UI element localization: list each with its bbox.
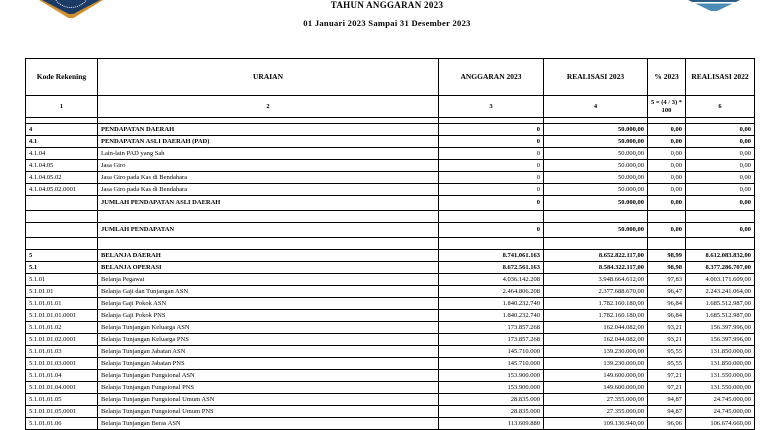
uraian-cell: PENDAPATAN DAERAH (98, 124, 439, 136)
uraian-cell: Belanja Tunjangan Keluarga ASN (98, 322, 439, 334)
realisasi-2023-cell: 1.782.160.180,00 (544, 310, 648, 322)
uraian-cell: Jasa Giro pada Kas di Bendahara (98, 184, 439, 196)
uraian-cell: PENDAPATAN ASLI DAERAH (PAD) (98, 136, 439, 148)
anggaran-cell: 2.464.806.208 (439, 286, 544, 298)
realisasi-2023-cell: 50.000,00 (544, 223, 648, 238)
code-cell: 5.1.01.01.01.0001 (26, 310, 98, 322)
uraian-cell: Jasa Giro pada Kas di Bendahara (98, 172, 439, 184)
realisasi-2022-cell: 0,00 (686, 184, 755, 196)
realisasi-2022-cell: 156.397.996,00 (686, 334, 755, 346)
pct-cell: 96,84 (648, 298, 686, 310)
uraian-cell: Belanja Tunjangan Keluarga PNS (98, 334, 439, 346)
uraian-cell: Belanja Pegawai (98, 274, 439, 286)
table-header (26, 59, 755, 118)
anggaran-cell: 0 (439, 148, 544, 160)
anggaran-cell: 0 (439, 136, 544, 148)
realisasi-2022-cell (686, 211, 755, 223)
realisasi-2022-cell: 0,00 (686, 160, 755, 172)
anggaran-cell: 8.672.561.163 (439, 262, 544, 274)
col-header-pct-2023: % 2023 (648, 59, 686, 96)
code-cell: 5 (26, 250, 98, 262)
header-label-row (26, 59, 755, 96)
realisasi-2023-cell: 27.355.000,00 (544, 394, 648, 406)
table-row (26, 160, 755, 172)
anggaran-cell: 173.857.268 (439, 334, 544, 346)
code-cell: 5.1.01.01.05 (26, 394, 98, 406)
code-cell (26, 223, 98, 238)
code-cell: 5.1.01.01 (26, 286, 98, 298)
realisasi-2022-cell: 156.397.996,00 (686, 322, 755, 334)
col-number-4: 4 (544, 96, 648, 118)
code-cell: 5.1.01.01.03.0001 (26, 358, 98, 370)
pct-cell (648, 238, 686, 250)
table-row (26, 196, 755, 211)
pct-cell: 98,99 (648, 250, 686, 262)
uraian-cell: Belanja Tunjangan Beras ASN (98, 418, 439, 430)
anggaran-cell: 145.710.000 (439, 358, 544, 370)
realisasi-2023-cell: 139.230.000,00 (544, 346, 648, 358)
uraian-cell: Belanja Gaji dan Tunjangan ASN (98, 286, 439, 298)
anggaran-cell: 113.609.880 (439, 418, 544, 430)
uraian-cell: Jasa Giro (98, 160, 439, 172)
realisasi-2023-cell: 8.652.822.117,00 (544, 250, 648, 262)
uraian-cell: Belanja Tunjangan Fungsional Umum ASN (98, 394, 439, 406)
code-cell: 5.1.01.01.06 (26, 418, 98, 430)
table-row (26, 382, 755, 394)
table-row (26, 211, 755, 223)
table-row (26, 322, 755, 334)
realisasi-2023-cell: 149.600.000,00 (544, 382, 648, 394)
anggaran-cell: 28.835.000 (439, 406, 544, 418)
col-number-5: 5 = (4 / 3) * 100 (648, 96, 686, 118)
anggaran-cell: 153.900.000 (439, 382, 544, 394)
anggaran-cell: 28.835.000 (439, 394, 544, 406)
uraian-cell: Belanja Gaji Pokok ASN (98, 298, 439, 310)
code-cell (26, 211, 98, 223)
anggaran-cell: 0 (439, 223, 544, 238)
pct-cell: 0,00 (648, 136, 686, 148)
code-cell: 5.1.01.01.01 (26, 298, 98, 310)
uraian-cell: Belanja Tunjangan Jabatan PNS (98, 358, 439, 370)
realisasi-2023-cell: 139.230.000,00 (544, 358, 648, 370)
realisasi-2022-cell: 0,00 (686, 172, 755, 184)
col-header-realisasi-2022: REALISASI 2022 (686, 59, 755, 96)
document-title-year: TAHUN ANGGARAN 2023 (330, 0, 444, 10)
code-cell: 5.1.01.01.04.0001 (26, 382, 98, 394)
table-row (26, 298, 755, 310)
pct-cell: 96,47 (648, 286, 686, 298)
pct-cell: 94,87 (648, 406, 686, 418)
pct-cell: 96,06 (648, 418, 686, 430)
realisasi-2022-cell: 106.674.660,00 (686, 418, 755, 430)
pct-cell: 97,83 (648, 274, 686, 286)
code-cell: 5.1 (26, 262, 98, 274)
col-header-kode-rekening: Kode Rekening (26, 59, 98, 96)
pct-cell: 0,00 (648, 160, 686, 172)
realisasi-2022-cell: 24.745.000,00 (686, 394, 755, 406)
table-row (26, 262, 755, 274)
pct-cell: 95,55 (648, 346, 686, 358)
anggaran-cell: 145.710.000 (439, 346, 544, 358)
uraian-cell: Belanja Tunjangan Fungsional PNS (98, 382, 439, 394)
pct-cell: 93,21 (648, 334, 686, 346)
code-cell: 4 (26, 124, 98, 136)
realisasi-2022-cell: 1.685.512.987,00 (686, 310, 755, 322)
pct-cell: 97,21 (648, 370, 686, 382)
realisasi-2022-cell: 0,00 (686, 196, 755, 211)
realisasi-2023-cell: 50.000,00 (544, 136, 648, 148)
realisasi-2023-cell: 50.000,00 (544, 148, 648, 160)
realisasi-2022-cell: 8.612.083.832,00 (686, 250, 755, 262)
table-row (26, 310, 755, 322)
realisasi-2022-cell: 131.550.000,00 (686, 370, 755, 382)
realisasi-2022-cell: 0,00 (686, 124, 755, 136)
table-row (26, 136, 755, 148)
table-row (26, 238, 755, 250)
table-row (26, 286, 755, 298)
pct-cell: 95,55 (648, 358, 686, 370)
realisasi-2022-cell: 0,00 (686, 148, 755, 160)
col-number-2: 2 (98, 96, 439, 118)
anggaran-cell: 173.857.268 (439, 322, 544, 334)
pct-cell: 97,21 (648, 382, 686, 394)
realisasi-2022-cell: 0,00 (686, 136, 755, 148)
pct-cell (648, 211, 686, 223)
realisasi-2022-cell: 4.003.171.609,00 (686, 274, 755, 286)
uraian-cell: BELANJA OPERASI (98, 262, 439, 274)
col-number-6: 6 (686, 96, 755, 118)
uraian-cell: Belanja Tunjangan Jabatan ASN (98, 346, 439, 358)
realisasi-2022-cell: 2.243.241.064,00 (686, 286, 755, 298)
uraian-cell (98, 211, 439, 223)
table-body (26, 118, 755, 430)
uraian-cell: JUMLAH PENDAPATAN ASLI DAERAH (98, 196, 439, 211)
anggaran-cell (439, 238, 544, 250)
realisasi-2023-cell (544, 238, 648, 250)
pct-cell: 93,21 (648, 322, 686, 334)
col-header-anggaran-2023: ANGGARAN 2023 (439, 59, 544, 96)
col-number-1: 1 (26, 96, 98, 118)
table-row (26, 184, 755, 196)
pct-cell: 0,00 (648, 172, 686, 184)
realisasi-2022-cell: 1.685.512.987,00 (686, 298, 755, 310)
realisasi-2023-cell: 50.000,00 (544, 172, 648, 184)
document-title-period: 01 Januari 2023 Sampai 31 Desember 2023 (303, 18, 471, 28)
table-row (26, 370, 755, 382)
realisasi-2023-cell: 50.000,00 (544, 196, 648, 211)
realisasi-2023-cell: 162.044.082,00 (544, 334, 648, 346)
anggaran-cell: 8.741.061.163 (439, 250, 544, 262)
pct-cell: 0,00 (648, 148, 686, 160)
realisasi-2022-cell: 8.377.286.707,00 (686, 262, 755, 274)
pct-cell: 0,00 (648, 196, 686, 211)
uraian-cell: BELANJA DAERAH (98, 250, 439, 262)
uraian-cell: Lain-lain PAD yang Sah (98, 148, 439, 160)
realisasi-2022-cell: 131.550.000,00 (686, 382, 755, 394)
realisasi-2023-cell: 2.377.688.670,00 (544, 286, 648, 298)
code-cell: 4.1.04.05.02 (26, 172, 98, 184)
pct-cell: 96,84 (648, 310, 686, 322)
anggaran-cell: 0 (439, 160, 544, 172)
pct-cell: 94,87 (648, 394, 686, 406)
table-row (26, 148, 755, 160)
header-number-row (26, 96, 755, 118)
code-cell: 5.1.01.01.02 (26, 322, 98, 334)
anggaran-cell: 153.900.000 (439, 370, 544, 382)
realisasi-2022-cell: 0,00 (686, 223, 755, 238)
col-header-realisasi-2023: REALISASI 2023 (544, 59, 648, 96)
code-cell: 4.1.04.05 (26, 160, 98, 172)
code-cell (26, 196, 98, 211)
anggaran-cell: 4.036.142.208 (439, 274, 544, 286)
realisasi-2023-cell: 3.948.664.612,00 (544, 274, 648, 286)
code-cell: 5.1.01.01.02.0001 (26, 334, 98, 346)
anggaran-cell: 0 (439, 196, 544, 211)
anggaran-cell: 1.840.232.740 (439, 298, 544, 310)
realisasi-2023-cell (544, 211, 648, 223)
realisasi-2023-cell: 162.044.082,00 (544, 322, 648, 334)
code-cell: 5.1.01 (26, 274, 98, 286)
realisasi-2023-cell: 50.000,00 (544, 124, 648, 136)
table-row (26, 223, 755, 238)
anggaran-cell: 0 (439, 184, 544, 196)
realisasi-2023-cell: 8.584.322.117,00 (544, 262, 648, 274)
code-cell: 5.1.01.01.04 (26, 370, 98, 382)
budget-realization-table (25, 58, 755, 430)
table-row (26, 346, 755, 358)
realisasi-2023-cell: 1.782.160.180,00 (544, 298, 648, 310)
col-number-3: 3 (439, 96, 544, 118)
realisasi-2022-cell (686, 238, 755, 250)
uraian-cell: Belanja Tunjangan Fungsional ASN (98, 370, 439, 382)
code-cell: 4.1 (26, 136, 98, 148)
anggaran-cell: 0 (439, 124, 544, 136)
realisasi-2023-cell: 109.136.940,00 (544, 418, 648, 430)
pct-cell: 98,98 (648, 262, 686, 274)
code-cell (26, 238, 98, 250)
realisasi-2023-cell: 50.000,00 (544, 160, 648, 172)
code-cell: 4.1.04.05.02.0001 (26, 184, 98, 196)
code-cell: 5.1.01.01.05.0001 (26, 406, 98, 418)
table-row (26, 334, 755, 346)
pct-cell: 0,00 (648, 124, 686, 136)
table-row (26, 406, 755, 418)
table-row (26, 172, 755, 184)
realisasi-2023-cell: 149.600.000,00 (544, 370, 648, 382)
uraian-cell: JUMLAH PENDAPATAN (98, 223, 439, 238)
pct-cell: 0,00 (648, 184, 686, 196)
uraian-cell (98, 238, 439, 250)
table-row (26, 418, 755, 430)
col-header-uraian: URAIAN (98, 59, 439, 96)
code-cell: 5.1.01.01.03 (26, 346, 98, 358)
uraian-cell: Belanja Tunjangan Fungsional Umum PNS (98, 406, 439, 418)
realisasi-2022-cell: 131.850.000,00 (686, 358, 755, 370)
realisasi-2023-cell: 50.000,00 (544, 184, 648, 196)
code-cell: 4.1.04 (26, 148, 98, 160)
pct-cell: 0,00 (648, 223, 686, 238)
realisasi-2022-cell: 24.745.000,00 (686, 406, 755, 418)
anggaran-cell: 1.840.232.740 (439, 310, 544, 322)
table-row (26, 250, 755, 262)
uraian-cell: Belanja Gaji Pokok PNS (98, 310, 439, 322)
anggaran-cell (439, 211, 544, 223)
table-row (26, 358, 755, 370)
table-row (26, 124, 755, 136)
table-row (26, 274, 755, 286)
table-row (26, 394, 755, 406)
realisasi-2022-cell: 131.850.000,00 (686, 346, 755, 358)
realisasi-2023-cell: 27.355.000,00 (544, 406, 648, 418)
anggaran-cell: 0 (439, 172, 544, 184)
